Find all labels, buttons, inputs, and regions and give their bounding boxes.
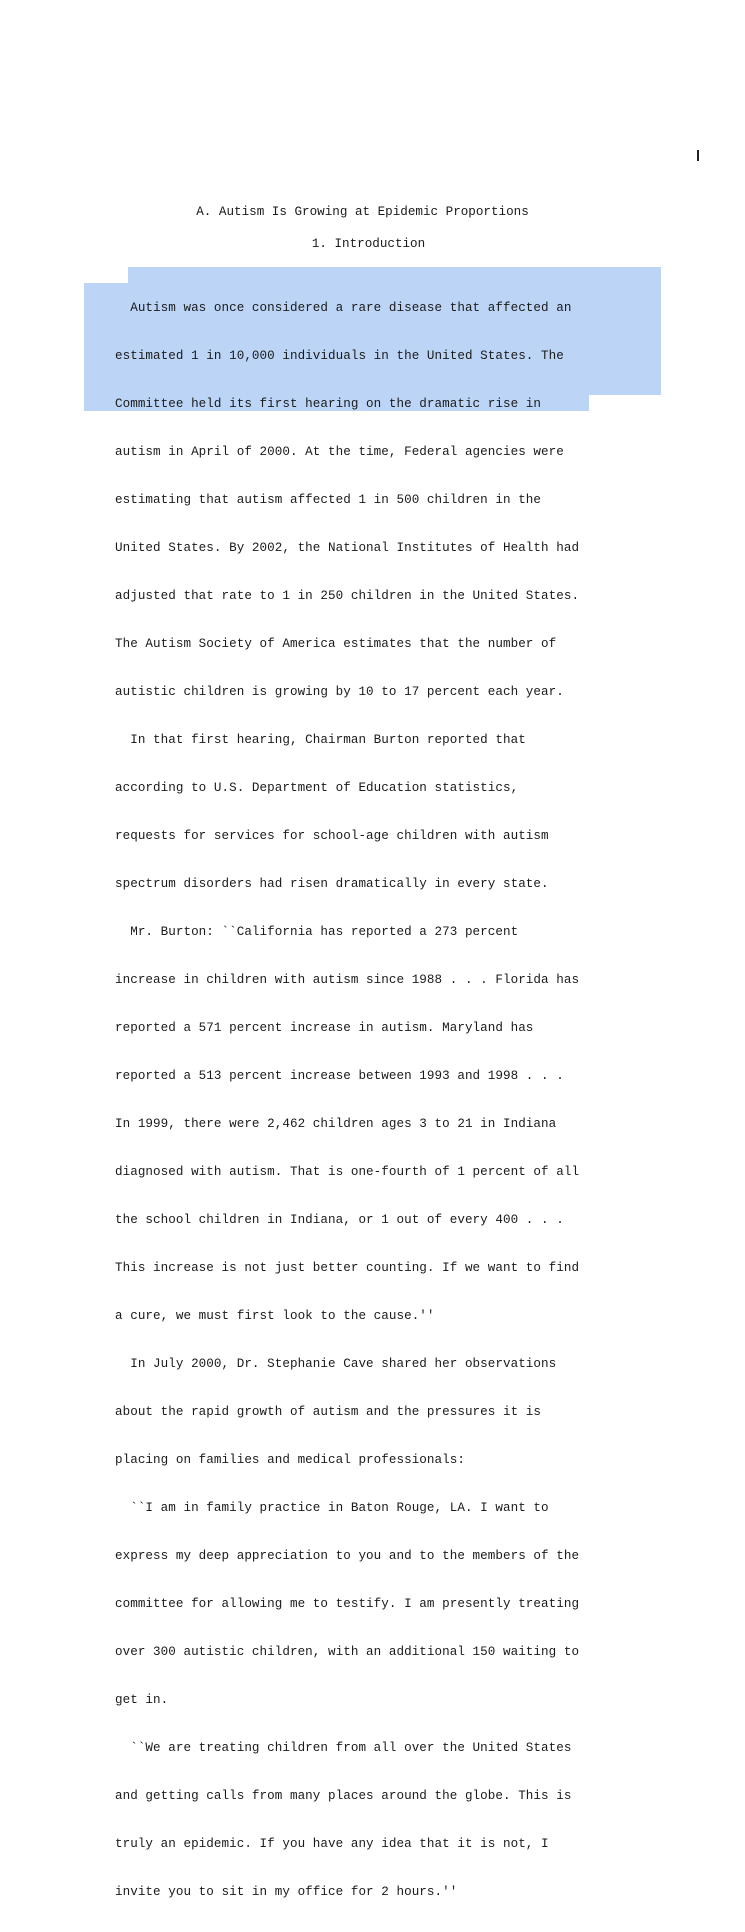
text-line[interactable]: This increase is not just better counting. If we want to find xyxy=(115,1261,580,1275)
text-line[interactable]: In 1999, there were 2,462 children ages 3 to 21 in Indiana xyxy=(115,1117,557,1131)
text-line[interactable]: requests for services for school-age children with autism xyxy=(115,829,549,843)
text-line[interactable]: autistic children is growing by 10 to 17 percent each year. xyxy=(115,685,564,699)
text-line[interactable]: a cure, we must first look to the cause.'' xyxy=(115,1309,435,1323)
text-line[interactable]: increase in children with autism since 1988 . . . Florida has xyxy=(115,973,580,987)
text-line[interactable]: express my deep appreciation to you and to the members of the xyxy=(115,1549,580,1563)
text-line[interactable]: committee for allowing me to testify. I am presently treating xyxy=(115,1597,580,1611)
text-line[interactable]: Committee held its first hearing on the dramatic rise in xyxy=(115,397,542,411)
text-line[interactable]: and getting calls from many places around the globe. This is xyxy=(115,1789,572,1803)
text-line[interactable]: spectrum disorders had risen dramatically in every state. xyxy=(115,877,549,891)
text-line[interactable]: reported a 513 percent increase between 1993 and 1998 . . . xyxy=(115,1069,564,1083)
text-line[interactable]: estimating that autism affected 1 in 500 children in the xyxy=(115,493,542,507)
text-line[interactable]: estimated 1 in 10,000 individuals in the United States. The xyxy=(115,349,564,363)
text-line[interactable]: invite you to sit in my office for 2 hours.'' xyxy=(115,1885,458,1899)
subsection-heading: 1. Introduction xyxy=(311,237,426,251)
text-line[interactable]: placing on families and medical professionals: xyxy=(115,1453,465,1467)
text-line[interactable]: In July 2000, Dr. Stephanie Cave shared her observations xyxy=(115,1357,557,1371)
text-line[interactable]: diagnosed with autism. That is one-fourth of 1 percent of all xyxy=(115,1165,580,1179)
text-line[interactable]: The Autism Society of America estimates that the number of xyxy=(115,637,557,651)
text-line[interactable]: ``I am in family practice in Baton Rouge, LA. I want to xyxy=(115,1501,549,1515)
text-line[interactable]: truly an epidemic. If you have any idea that it is not, I xyxy=(115,1837,549,1851)
text-line[interactable]: In that first hearing, Chairman Burton reported that xyxy=(115,733,526,747)
text-line[interactable]: get in. xyxy=(115,1693,169,1707)
section-heading: A. Autism Is Growing at Epidemic Proportions xyxy=(196,205,529,219)
text-line[interactable]: ``We are treating children from all over the United States xyxy=(115,1741,572,1755)
text-line[interactable]: reported a 571 percent increase in autism. Maryland has xyxy=(115,1021,534,1035)
document-body[interactable] xyxy=(115,268,735,1932)
text-line[interactable]: about the rapid growth of autism and the pressures it is xyxy=(115,1405,542,1419)
text-line[interactable]: according to U.S. Department of Education statistics, xyxy=(115,781,519,795)
text-cursor xyxy=(697,150,699,161)
text-line[interactable]: Autism was once considered a rare disease that affected an xyxy=(115,301,572,315)
text-line[interactable]: Mr. Burton: ``California has reported a 273 percent xyxy=(115,925,519,939)
text-line[interactable]: United States. By 2002, the National Institutes of Health had xyxy=(115,541,580,555)
text-line[interactable]: adjusted that rate to 1 in 250 children in the United States. xyxy=(115,589,580,603)
text-line[interactable]: autism in April of 2000. At the time, Federal agencies were xyxy=(115,445,564,459)
text-line[interactable]: the school children in Indiana, or 1 out of every 400 . . . xyxy=(115,1213,564,1227)
text-line[interactable]: over 300 autistic children, with an additional 150 waiting to xyxy=(115,1645,580,1659)
